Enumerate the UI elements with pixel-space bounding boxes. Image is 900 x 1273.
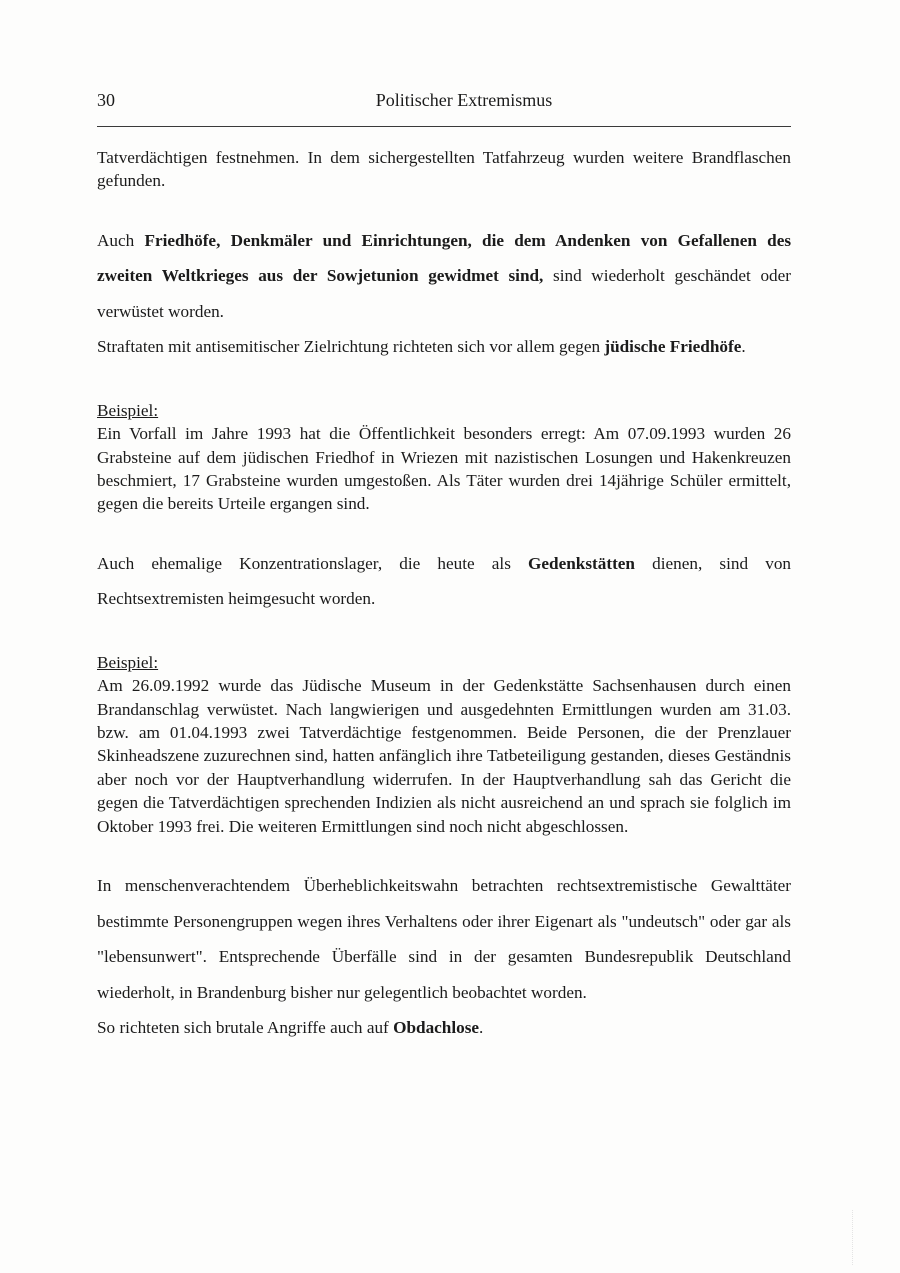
- emphasis-jewish-cemeteries: jüdische Friedhöfe: [604, 337, 742, 357]
- example-label-1: Beispiel:: [97, 400, 159, 420]
- header-divider: [97, 126, 791, 127]
- paragraph-memorials: Auch Friedhöfe, Denkmäler und Einrichtungen, die dem Andenken von Gefallenen des zweiten Weltkrieges aus der Sowjetunion gewidmet sind, sind wiederholt geschändet oder verwüstet worden.: [97, 230, 792, 321]
- paragraph-contempt: In menschenverachtendem Überheblichkeitswahn betrachten rechtsextremistische Gewalttäter bestimmte Personengruppen wegen ihres Verhaltens oder ihrer Eigenart als "undeutsch" oder gar als "lebensunwert". Entsprechende Überfälle sind in der gesamten Bundesrepublik Deutschland wiederholt, in Brandenburg bisher nur gelegentlich beobachtet worden.: [97, 876, 791, 1002]
- scan-artifact: [852, 1210, 856, 1265]
- paragraph-continuation: Tatverdächtigen festnehmen. In dem sichergestellten Tatfahrzeug wurden weitere Brandflaschen gefunden.: [97, 148, 791, 191]
- emphasis-memorial-sites: Gedenkstätten: [528, 553, 635, 573]
- page-header: [97, 88, 791, 112]
- example-text-2: Am 26.09.1992 wurde das Jüdische Museum in der Gedenkstätte Sachsenhausen durch einen Brandanschlag verwüstet. Nach langwierigen und ausgedehnten Ermittlungen wurden am 31.03. bzw. am 01.04.1993 zwei Tatverdächtige festgenommen. Beide Personen, die der Prenzlauer Skinheadszene zuzurechnen sind, hatten anfänglich ihre Tatbeteiligung gestanden, dieses Geständnis aber noch vor der Hauptverhandlung widerrufen. In der Hauptverhandlung sah das Gericht die gegen die Tatverdächtigen sprechenden Indizien als nicht ausreichend an und sprach sie folglich im Oktober 1993 frei. Die weiteren Ermittlungen sind noch nicht abgeschlossen.: [97, 676, 791, 836]
- page-number: 30: [97, 90, 115, 110]
- example-text-1: Ein Vorfall im Jahre 1993 hat die Öffentlichkeit besonders erregt: Am 07.09.1993 wurden 26 Grabsteine auf dem jüdischen Friedhof in Wriezen mit nazistischen Losungen und Hakenkreuzen beschmiert, 17 Grabsteine wurden umgestoßen. Als Täter wurden drei 14jährige Schüler ermittelt, gegen die bereits Urteile ergangen sind.: [97, 424, 791, 514]
- document-body: [97, 146, 791, 1046]
- emphasis-homeless: Obdachlose: [393, 1018, 480, 1038]
- example-label-2: Beispiel:: [97, 652, 159, 672]
- paragraph-antisemitic: Straftaten mit antisemitischer Zielrichtung richteten sich vor allem gegen jüdische Friedhöfe.: [97, 337, 746, 357]
- paragraph-concentration-camps: Auch ehemalige Konzentrationslager, die heute als Gedenkstätten dienen, sind von Rechtsextremisten heimgesucht worden.: [97, 553, 792, 609]
- running-title: Politischer Extremismus: [375, 90, 553, 110]
- paragraph-homeless: So richteten sich brutale Angriffe auch auf Obdachlose.: [97, 1018, 484, 1038]
- emphasis-memorials: Friedhöfe, Denkmäler und Einrichtungen, die dem Andenken von Gefallenen des zweiten Weltkrieges aus der Sowjetunion gewidmet sind,: [97, 230, 792, 286]
